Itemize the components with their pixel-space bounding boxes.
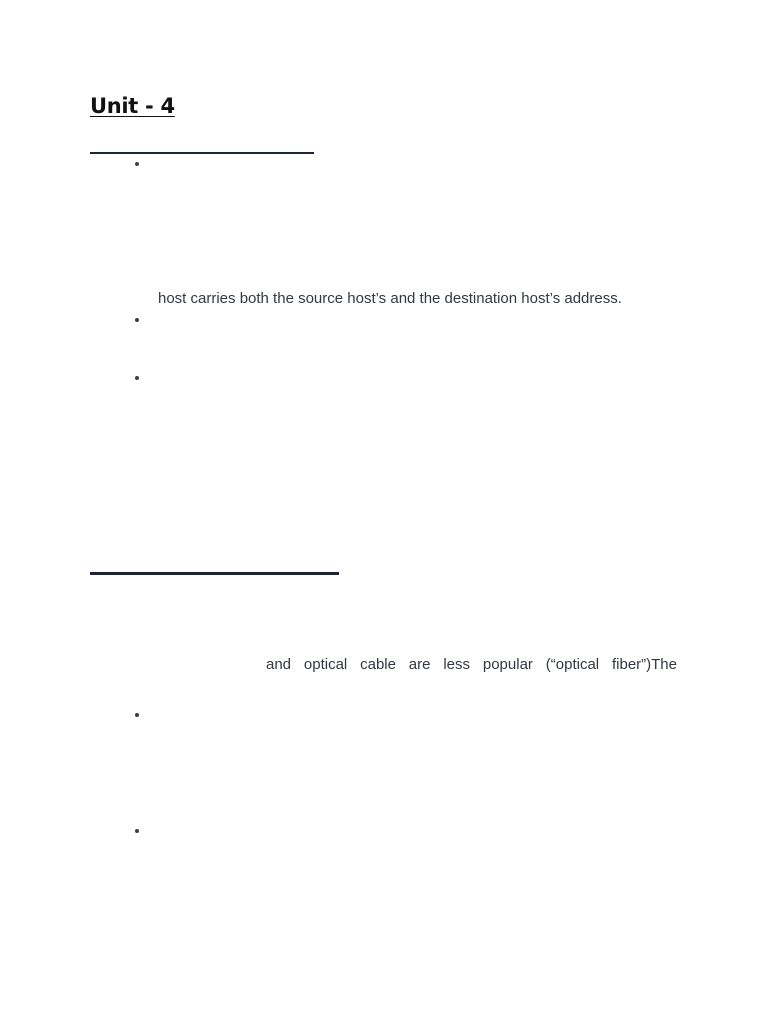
bullet-point — [135, 713, 141, 719]
page-title: Unit - 4 — [90, 94, 175, 118]
bullet-point — [135, 829, 141, 835]
body-text-line: host carries both the source host’s and the destination host’s address. — [158, 290, 622, 307]
heading-underline-rule — [90, 152, 314, 154]
bullet-point — [135, 376, 141, 382]
bullet-point — [135, 162, 141, 168]
bullet-point — [135, 318, 141, 324]
section-divider-rule — [90, 572, 339, 575]
body-text-line: and optical cable are less popular (“optical fiber”)The — [266, 656, 677, 673]
